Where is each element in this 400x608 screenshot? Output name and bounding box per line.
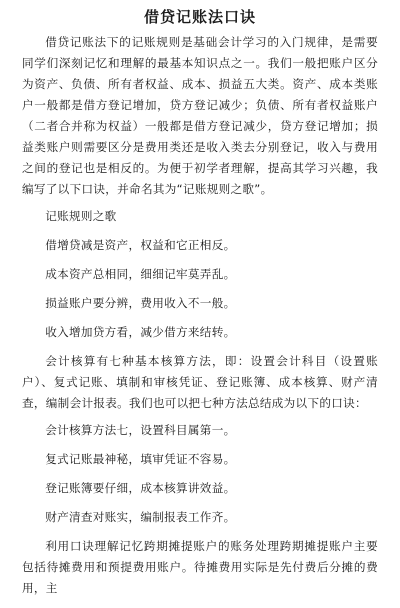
method-line: 会计核算方法七，设置科目属第一。 xyxy=(45,423,236,437)
intro-paragraph: 借贷记账法下的记账规则是基础会计学习的入门规律，是需要同学们深刻记忆和理解的最基本知识点之一。我们一般把账户区分为资产、负债、所有者权益、成本、损益五大类。资产、成本类账户一般都是借方登记增加，贷方登记减少；负债、所有者权益账户（二者合并称为权益）一般都是借方登记减少，贷方登记增加；损益类账户则需要区分是费用类还是收入类去分别登记，收入与费用之间的登记也是相反的。为便于初学者理解，提高其学习兴趣，我编写了以下口诀，并命名其为“记账规则之歌”。 xyxy=(22,35,378,196)
song-line: 借增贷减是资产，权益和它正相反。 xyxy=(45,238,236,252)
method-line: 复式记账最神秘，填审凭证不容易。 xyxy=(45,452,236,466)
document-title: 借贷记账法口诀 xyxy=(143,8,256,26)
song-line: 成本资产总相同，细细记牢莫弄乱。 xyxy=(45,267,236,281)
methods-paragraph: 会计核算有七种基本核算方法，即：设置会计科目（设置账户）、复式记账、填制和审核凭证、登记账簿、成本核算、财产清查，编制会计报表。我们也可以把七种方法总结成为以下的口诀： xyxy=(22,354,378,410)
method-line: 财产清查对账实，编制报表工作齐。 xyxy=(45,510,236,524)
song-line: 收入增加贷方看，减少借方来结转。 xyxy=(45,325,236,339)
song-line: 损益账户要分辨，费用收入不一般。 xyxy=(45,296,236,310)
closing-paragraph: 利用口诀理解记忆跨期摊提账户的账务处理跨期摊提账户主要包括待摊费用和预提费用账户。待摊费用实际是先付费后分摊的费用，主 xyxy=(22,539,378,595)
song-title: 记账规则之歌 xyxy=(45,209,117,223)
method-line: 登记账簿要仔细，成本核算讲效益。 xyxy=(45,481,236,495)
